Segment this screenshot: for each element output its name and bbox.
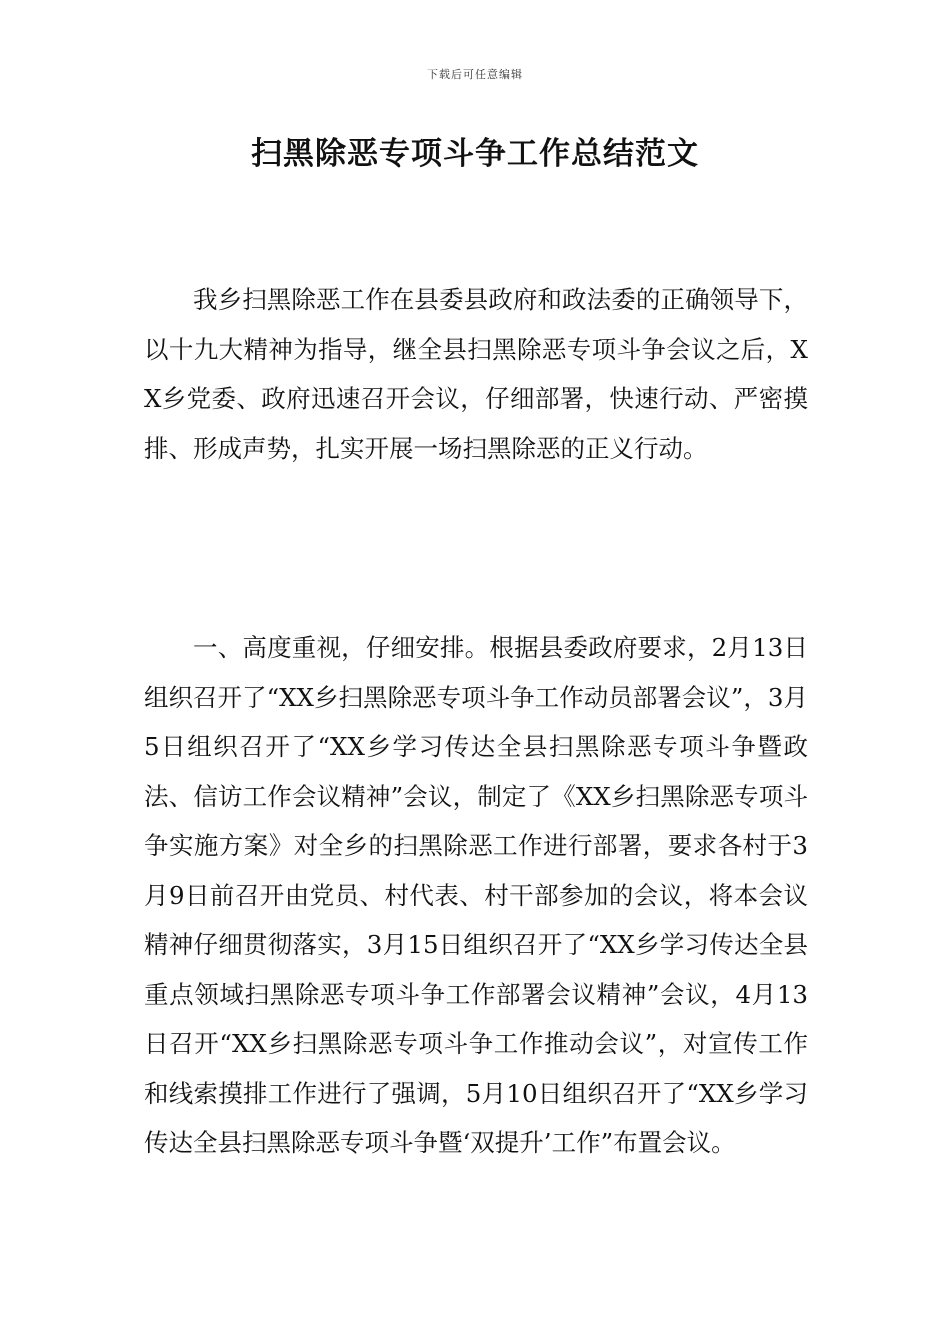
paragraph-intro: 我乡扫黑除恶工作在县委县政府和政法委的正确领导下，以十九大精神为指导，继全县扫黑除恶专项斗争会议之后，XX乡党委、政府迅速召开会议，仔细部署，快速行动、严密摸排、形成声势，扎实开展一场扫黑除恶的正义行动。 (144, 285, 808, 463)
paragraph-section-one: 一、高度重视，仔细安排。根据县委政府要求，2月13日组织召开了“XX乡扫黑除恶专项斗争工作动员部署会议”，3月5日组织召开了“XX乡学习传达全县扫黑除恶专项斗争暨政法、信访工作会议精神”会议，制定了《XX乡扫黑除恶专项斗争实施方案》对全乡的扫黑除恶工作进行部署，要求各村于3月9日前召开由党员、村代表、村干部参加的会议，将本会议精神仔细贯彻落实，3月15日组织召开了“XX乡学习传达全县重点领域扫黑除恶专项斗争工作部署会议精神”会议，4月13日召开“XX乡扫黑除恶专项斗争工作推动会议”，对宣传工作和线索摸排工作进行了强调，5月10日组织召开了“XX乡学习传达全县扫黑除恶专项斗争暨‘双提升’工作”布置会议。 (144, 633, 808, 1157)
header-note: 下载后可任意编辑 (427, 68, 523, 81)
document-title: 扫黑除恶专项斗争工作总结范文 (251, 136, 699, 172)
